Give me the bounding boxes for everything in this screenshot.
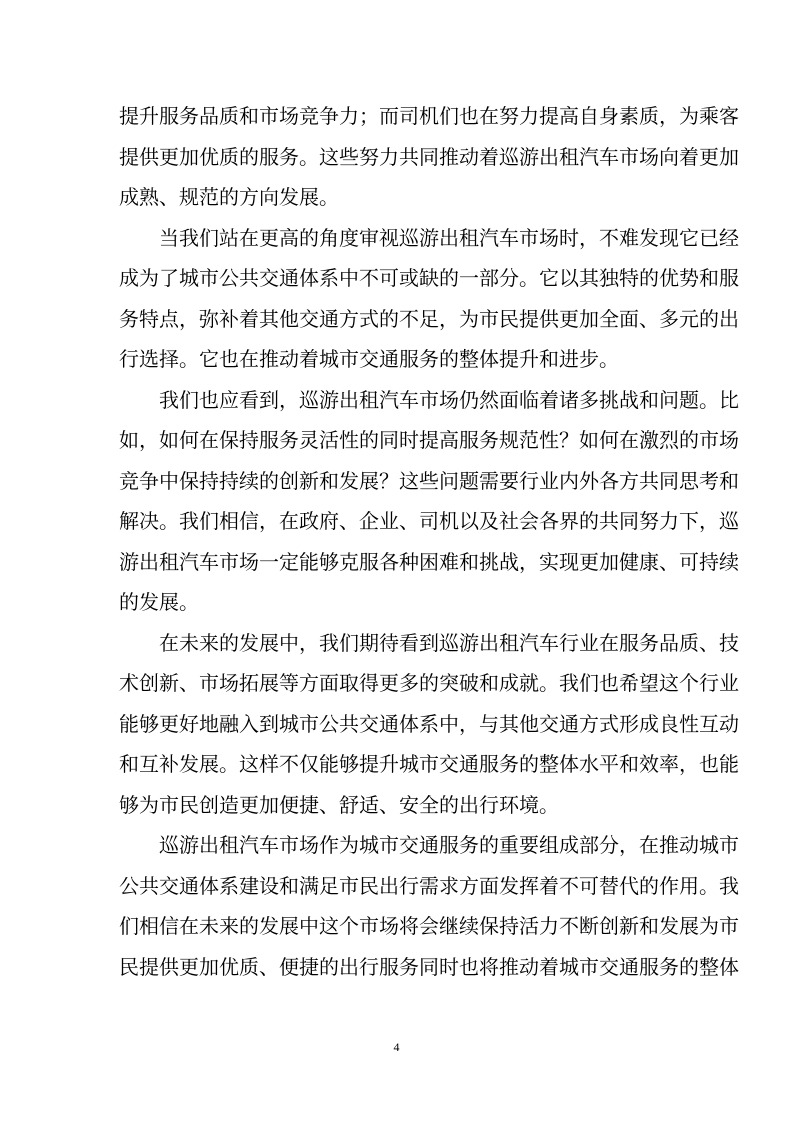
text-line: 行选择。它也在推动着城市交通服务的整体提升和进步。 xyxy=(119,347,619,371)
text-line: 能够更好地融入到城市公共交通体系中，与其他交通方式形成良性互动 xyxy=(119,711,739,736)
text-line: 成熟、规范的方向发展。 xyxy=(119,185,339,209)
text-line: 成为了城市公共交通体系中不可或缺的一部分。它以其独特的优势和服 xyxy=(119,266,739,290)
text-line: 公共交通体系建设和满足市民出行需求方面发挥着不可替代的作用。我 xyxy=(119,873,739,898)
text-line: 游出租汽车市场一定能够克服各种困难和挑战，实现更加健康、可持续 xyxy=(119,549,739,574)
text-line: 和互补发展。这样不仅能够提升城市交通服务的整体水平和效率，也能 xyxy=(119,752,739,776)
paragraph-first-line: 在未来的发展中，我们期待看到巡游出租汽车行业在服务品质、技 xyxy=(159,630,739,655)
text-line: 术创新、市场拓展等方面取得更多的突破和成就。我们也希望这个行业 xyxy=(119,671,739,695)
text-line: 解决。我们相信，在政府、企业、司机以及社会各界的共同努力下，巡 xyxy=(119,509,739,533)
text-line: 们相信在未来的发展中这个市场将会继续保持活力不断创新和发展为市 xyxy=(119,914,739,938)
text-line: 提供更加优质的服务。这些努力共同推动着巡游出租汽车市场向着更加 xyxy=(119,144,739,169)
body-text xyxy=(119,96,739,987)
text-line: 竞争中保持持续的创新和发展？这些问题需要行业内外各方共同思考和 xyxy=(119,468,739,493)
text-line: 务特点，弥补着其他交通方式的不足，为市民提供更加全面、多元的出 xyxy=(119,306,739,331)
text-line: 如，如何在保持服务灵活性的同时提高服务规范性？如何在激烈的市场 xyxy=(119,428,739,452)
text-line: 够为市民创造更加便捷、舒适、安全的出行环境。 xyxy=(119,792,559,817)
paragraph-first-line: 当我们站在更高的角度审视巡游出租汽车市场时，不难发现它已经 xyxy=(159,225,739,250)
paragraph-first-line: 我们也应看到，巡游出租汽车市场仍然面临着诸多挑战和问题。比 xyxy=(159,387,739,412)
text-line: 的发展。 xyxy=(119,590,199,614)
text-line: 提升服务品质和市场竞争力；而司机们也在努力提高自身素质，为乘客 xyxy=(119,104,739,128)
page-number: 4 xyxy=(393,1040,400,1054)
text-line: 民提供更加优质、便捷的出行服务同时也将推动着城市交通服务的整体 xyxy=(119,954,739,979)
paragraph-first-line: 巡游出租汽车市场作为城市交通服务的重要组成部分，在推动城市 xyxy=(159,833,739,857)
